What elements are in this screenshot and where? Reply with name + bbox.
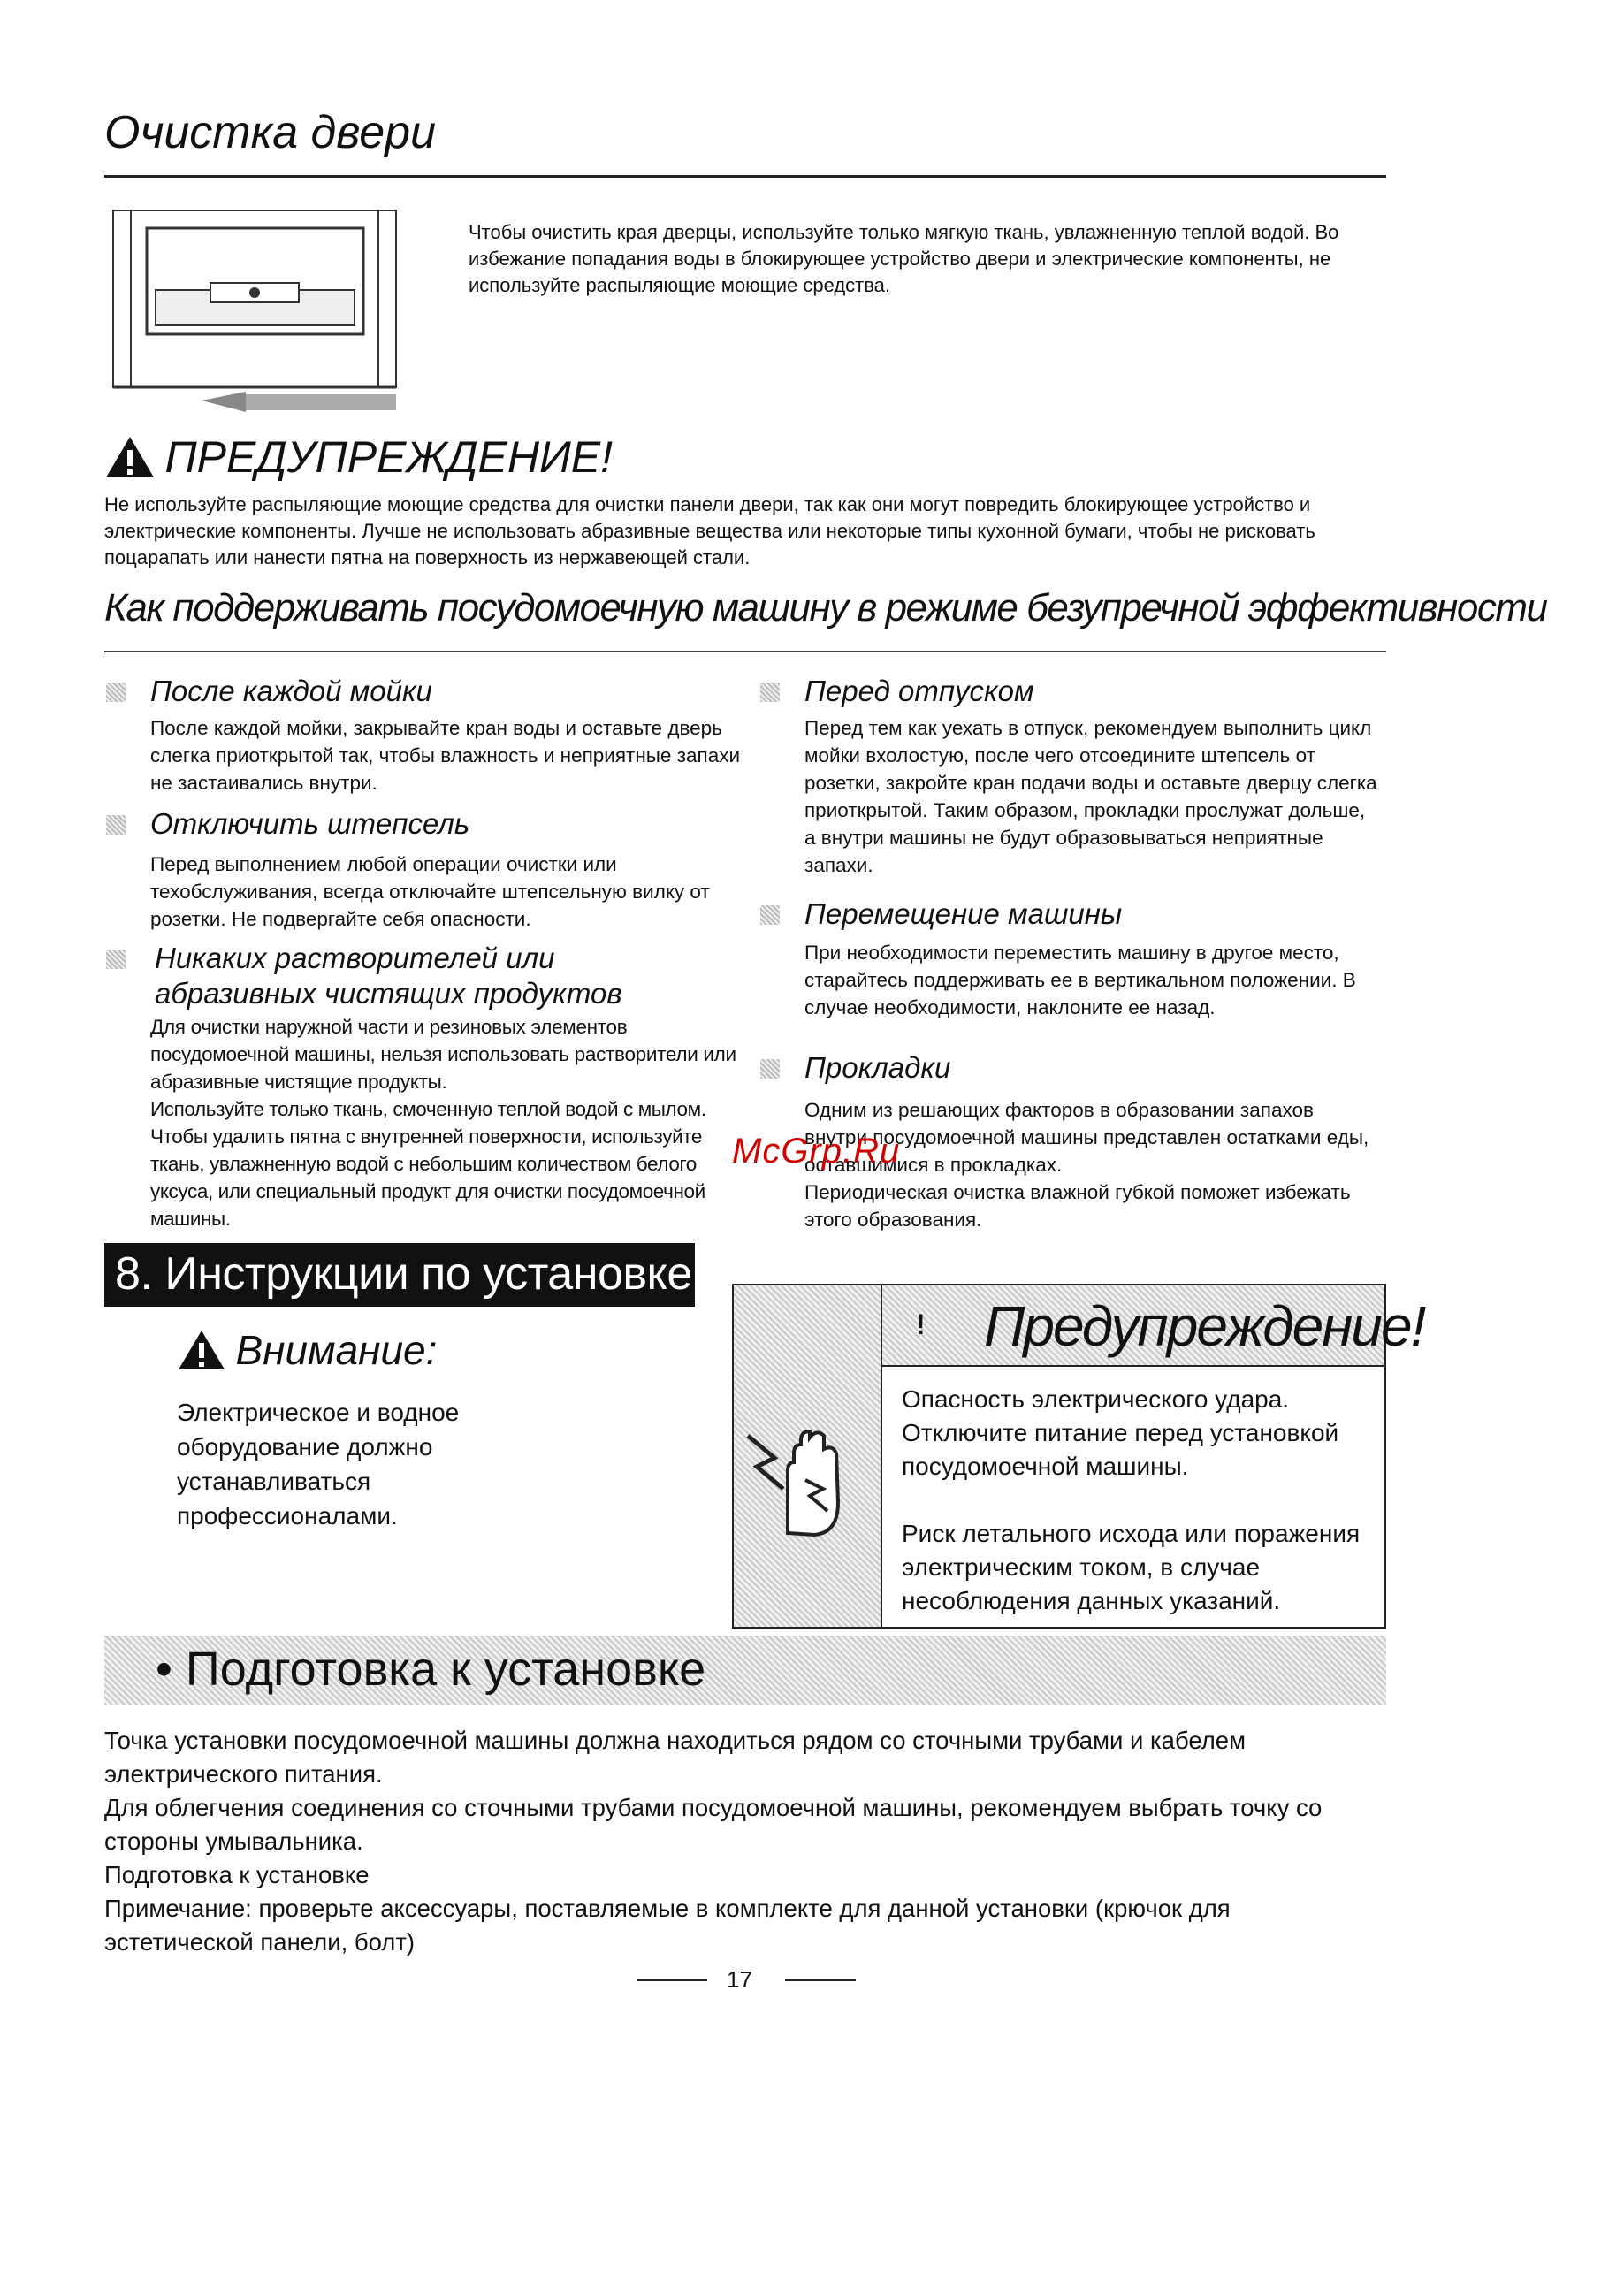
left-text-2: Перед выполнением любой операции очистки или техобслуживания, всегда отключайте штепсельную вилку от розетки. Не подвергайте себя опасности. — [150, 853, 710, 930]
warning-box-title: Предупреждение! — [984, 1294, 1425, 1358]
bullet-marker — [106, 683, 126, 702]
left-text-1: После каждой мойки, закрывайте кран воды и оставьте дверь слегка приоткрытой так, чтобы влажность и неприятные запахи не застаивались внутри. — [150, 717, 741, 794]
left-text-3b: Используйте только ткань, смоченную теплой водой с мылом. Чтобы удалить пятна с внутренней поверхности, используйте ткань, увлажненную водой с небольшим количеством белого уксуса, или специальный продукт для очистки посудомоечной машины. — [150, 1098, 706, 1230]
prep-p2: Для облегчения соединения со сточными трубами посудомоечной машины, рекомендуем выбрать точку со стороны умывальника. — [104, 1794, 1323, 1855]
door-text: Чтобы очистить края дверцы, используйте только мягкую ткань, увлажненную теплой водой. Во избежание попадания воды в блокирующее устройство двери и электрические компоненты, не используйте распыляющие моющие средства. — [469, 221, 1339, 296]
bullet-marker — [760, 1059, 780, 1079]
warning-box-text-2: Риск летального исхода или поражения электрическим током, в случае несоблюдения данных указаний. — [902, 1520, 1361, 1614]
right-heading-3: Прокладки — [804, 1051, 951, 1084]
warning-box-icon-cell — [734, 1285, 882, 1627]
warning-box-text-1: Опасность электрического удара. Отключите питание перед установкой посудомоечной машины. — [902, 1385, 1339, 1480]
prep-p3: Подготовка к установке — [104, 1861, 370, 1888]
warning-title: ПРЕДУПРЕЖДЕНИЕ! — [164, 432, 613, 482]
prep-title: • Подготовка к установке — [156, 1643, 706, 1696]
left-text-3: Для очистки наружной части и резиновых элементов посудомоечной машины, нельзя использовать растворители или абразивные чистящие продукты. — [150, 1016, 736, 1093]
bullet-marker — [760, 683, 780, 702]
warning-box — [732, 1284, 1425, 1629]
caution-heading — [177, 1326, 437, 1379]
right-heading-2: Перемещение машины — [804, 897, 1123, 930]
prep-title-bar — [104, 1636, 1386, 1705]
door-title-rule — [104, 175, 1386, 178]
page-number-rule-right — [785, 1979, 856, 1981]
left-heading-3: Никаких растворителей или абразивных чистящих продуктов — [155, 942, 622, 1010]
warning-box-header — [882, 1285, 1425, 1367]
left-heading-2: Отключить штепсель — [150, 807, 470, 840]
warning-box-mark: ! — [916, 1308, 926, 1340]
right-heading-1: Перед отпуском — [804, 675, 1034, 707]
right-text-3: Одним из решающих факторов в образовании запахов внутри посудомоечной машины представлен остатками еды, оставшимися в прокладках. — [804, 1099, 1369, 1176]
right-text-2: При необходимости переместить машину в другое место, старайтесь поддерживать ее в вертикальном положении. В случае необходимости, наклоните ее назад. — [804, 942, 1356, 1018]
door-title: Очистка двери — [104, 107, 437, 158]
bullet-marker — [106, 950, 126, 969]
maintain-title: Как поддерживать посудомоечную машину в режиме безупречной эффективности — [104, 586, 1547, 629]
caution-triangle-icon — [177, 1329, 226, 1371]
door-illustration — [104, 202, 418, 423]
caution-text: Электрическое и водное оборудование должно устанавливаться профессионалами. — [177, 1399, 460, 1529]
left-heading-1: После каждой мойки — [150, 675, 432, 707]
maintain-title-rule — [104, 651, 1386, 652]
bullet-marker — [760, 905, 780, 925]
bullet-marker — [106, 815, 126, 835]
electric-shock-hand-icon — [739, 1418, 872, 1542]
caution-title: Внимание: — [235, 1327, 438, 1373]
watermark: McGrp.Ru — [732, 1132, 901, 1171]
warning-text: Не используйте распыляющие моющие средства для очистки панели двери, так как они могут повредить блокирующее устройство и электрические компоненты. Лучше не использовать абразивные вещества или некоторые типы кухонной бумаги, чтобы не рисковать поцарапать или нанести пятна на поверхность из нержавеющей стали. — [104, 493, 1315, 568]
page-number-rule-left — [637, 1979, 707, 1981]
install-section-title: 8. Инструкции по установке — [115, 1248, 692, 1300]
install-section-bar — [104, 1243, 695, 1307]
warning-triangle-icon — [104, 435, 156, 479]
warning-heading — [104, 431, 900, 488]
right-text-1: Перед тем как уехать в отпуск, рекомендуем выполнить цикл мойки вхолостую, после чего отсоедините штепсель от розетки, закройте кран подачи воды и оставьте дверцу слегка приоткрытой. Таким образом, прокладки прослужат дольше, а внутри машины не будут образовываться неприятные запахи. — [804, 717, 1377, 876]
right-text-3b: Периодическая очистка влажной губкой поможет избежать этого образования. — [804, 1181, 1351, 1231]
prep-p1: Точка установки посудомоечной машины должна находиться рядом со сточными трубами и кабелем электрического питания. — [104, 1727, 1247, 1788]
page-number: 17 — [727, 1966, 752, 1993]
prep-p4: Примечание: проверьте аксессуары, поставляемые в комплекте для данной установки (крючок для эстетической панели, болт) — [104, 1895, 1231, 1956]
